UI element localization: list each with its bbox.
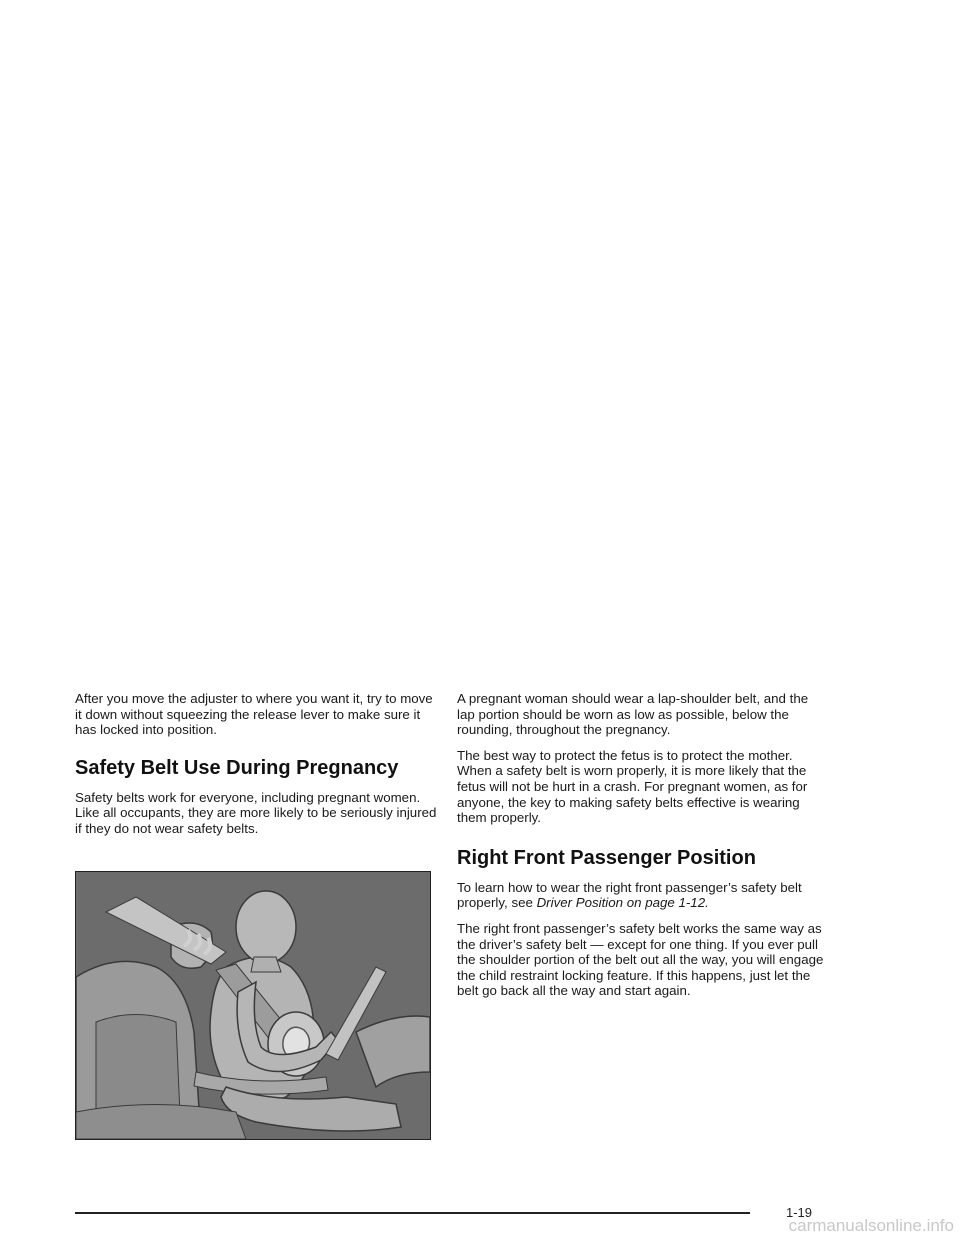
section-heading-pregnancy: Safety Belt Use During Pregnancy: [75, 756, 399, 779]
left-column: [75, 691, 437, 847]
passenger-reference-text: To learn how to wear the right front passenger’s safety belt properly, see: [457, 879, 802, 911]
watermark: carmanualsonline.info: [788, 1216, 954, 1235]
right-column: [457, 691, 827, 1009]
passenger-reference-paragraph: [457, 880, 827, 911]
neck: [251, 957, 281, 972]
footer-rule: [75, 1212, 750, 1214]
illustration-svg: [76, 872, 430, 1139]
intro-paragraph: After you move the adjuster to where you want it, try to move it down without squeezing the release lever to make sure it has locked into position.: [75, 691, 433, 738]
protect-fetus-paragraph: The best way to protect the fetus is to protect the mother. When a safety belt is worn properly, it is more likely that the fetus will not be hurt in a crash. For pregnant women, as for anyone, the key to making safety belts effective is wearing them properly.: [457, 747, 808, 826]
lap-belt-paragraph: A pregnant woman should wear a lap-shoulder belt, and the lap portion should be worn as low as possible, below the rounding, throughout the pregnancy.: [457, 691, 809, 738]
pregnancy-paragraph: Safety belts work for everyone, including pregnant women. Like all occupants, they are more likely to be seriously injured if they do not wear safety belts.: [75, 789, 437, 836]
driver-position-link[interactable]: Driver Position on page 1-12.: [536, 895, 709, 911]
passenger-belt-paragraph: The right front passenger’s safety belt works the same way as the driver’s safety belt — except for one thing. If you ever pull the shoulder portion of the belt out all the way, you will engage the child restraint locking feature. If this happens, just let the belt go back all the way and start again.: [457, 920, 824, 999]
head: [236, 891, 296, 963]
page-number: 1-19: [786, 1205, 813, 1220]
section-heading-right-front-passenger: Right Front Passenger Position: [457, 846, 756, 869]
pregnant-woman-seatbelt-illustration: [75, 871, 431, 1140]
seat-bottom: [76, 1105, 246, 1140]
